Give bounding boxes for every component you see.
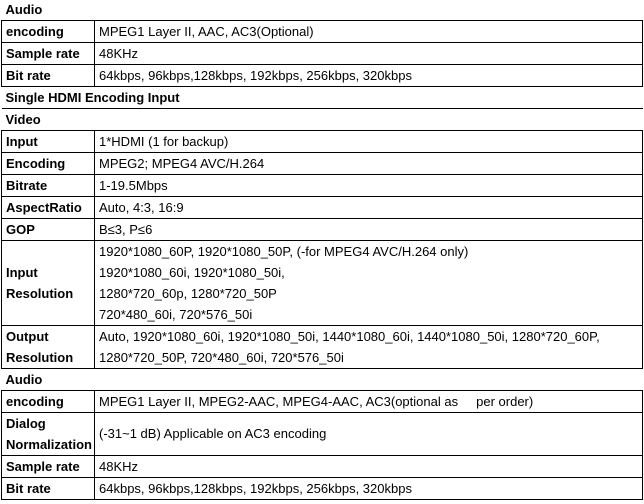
row-label-audio-sample-rate: Sample rate <box>2 456 95 478</box>
section-title-hdmi: Single HDMI Encoding Input <box>2 87 643 109</box>
row-value-input: 1*HDMI (1 for backup) <box>95 131 643 153</box>
row-label-bitrate: Bitrate <box>2 175 95 197</box>
section-title-audio: Audio <box>2 0 643 21</box>
section-title-video: Video <box>2 109 643 131</box>
label-line: Input <box>6 265 38 280</box>
row-label-audio-bit-rate: Bit rate <box>2 478 95 500</box>
value-line: 1280*720_60p, 1280*720_50P <box>99 286 277 301</box>
row-label-sample-rate: Sample rate <box>2 43 95 65</box>
label-line: Normalization <box>6 437 92 452</box>
table-row <box>2 326 643 369</box>
value-line: 1280*720_50P, 720*480_60i, 720*576_50i <box>99 350 344 365</box>
row-value-sample-rate: 48KHz <box>95 43 643 65</box>
table-row <box>2 21 643 43</box>
row-label-audio-encoding: encoding <box>2 391 95 413</box>
table-row <box>2 456 643 478</box>
label-line: Output <box>6 329 49 344</box>
table-row <box>2 43 643 65</box>
row-label-encoding: encoding <box>2 21 95 43</box>
row-label-video-encoding: Encoding <box>2 153 95 175</box>
row-label-dialog-normalization <box>2 413 95 456</box>
row-label-bit-rate: Bit rate <box>2 65 95 87</box>
row-value-input-resolution <box>95 241 643 326</box>
table-row <box>2 241 643 326</box>
value-line: 1920*1080_60P, 1920*1080_50P, (-for MPEG4 AVC/H.264 only) <box>99 244 469 259</box>
section-title-audio-2: Audio <box>2 369 643 391</box>
label-line: Resolution <box>6 286 74 301</box>
section-header-audio-2 <box>2 369 643 391</box>
value-line: 1920*1080_60i, 1920*1080_50i, <box>99 265 285 280</box>
row-value-encoding: MPEG1 Layer II, AAC, AC3(Optional) <box>95 21 643 43</box>
row-value-dialog-normalization: (-31~1 dB) Applicable on AC3 encoding <box>95 413 643 456</box>
row-value-video-encoding: MPEG2; MPEG4 AVC/H.264 <box>95 153 643 175</box>
row-value-aspect-ratio: Auto, 4:3, 16:9 <box>95 197 643 219</box>
table-row <box>2 153 643 175</box>
value-line: Auto, 1920*1080_60i, 1920*1080_50i, 1440*1080_60i, 1440*1080_50i, 1280*720_60P, <box>99 329 600 344</box>
value-line: 720*480_60i, 720*576_50i <box>99 307 253 322</box>
row-label-aspect-ratio: AspectRatio <box>2 197 95 219</box>
section-header-hdmi <box>2 87 643 109</box>
table-row <box>2 478 643 500</box>
label-line: Dialog <box>6 416 46 431</box>
table-row <box>2 413 643 456</box>
row-value-output-resolution <box>95 326 643 369</box>
row-value-audio-bit-rate: 64kbps, 96kbps,128kbps, 192kbps, 256kbps, 320kbps <box>95 478 643 500</box>
section-header-audio <box>2 0 643 21</box>
table-row <box>2 131 643 153</box>
table-row <box>2 197 643 219</box>
row-label-input: Input <box>2 131 95 153</box>
table-row <box>2 65 643 87</box>
row-label-output-resolution <box>2 326 95 369</box>
label-line: Resolution <box>6 350 74 365</box>
row-value-bitrate: 1-19.5Mbps <box>95 175 643 197</box>
row-value-gop: B≤3, P≤6 <box>95 219 643 241</box>
spec-table <box>1 0 643 500</box>
table-row <box>2 219 643 241</box>
row-label-input-resolution <box>2 241 95 326</box>
section-header-video <box>2 109 643 131</box>
table-row <box>2 175 643 197</box>
table-row <box>2 391 643 413</box>
row-value-bit-rate: 64kbps, 96kbps,128kbps, 192kbps, 256kbps, 320kbps <box>95 65 643 87</box>
row-label-gop: GOP <box>2 219 95 241</box>
row-value-audio-encoding: MPEG1 Layer II, MPEG2-AAC, MPEG4-AAC, AC3(optional as per order) <box>95 391 643 413</box>
row-value-audio-sample-rate: 48KHz <box>95 456 643 478</box>
